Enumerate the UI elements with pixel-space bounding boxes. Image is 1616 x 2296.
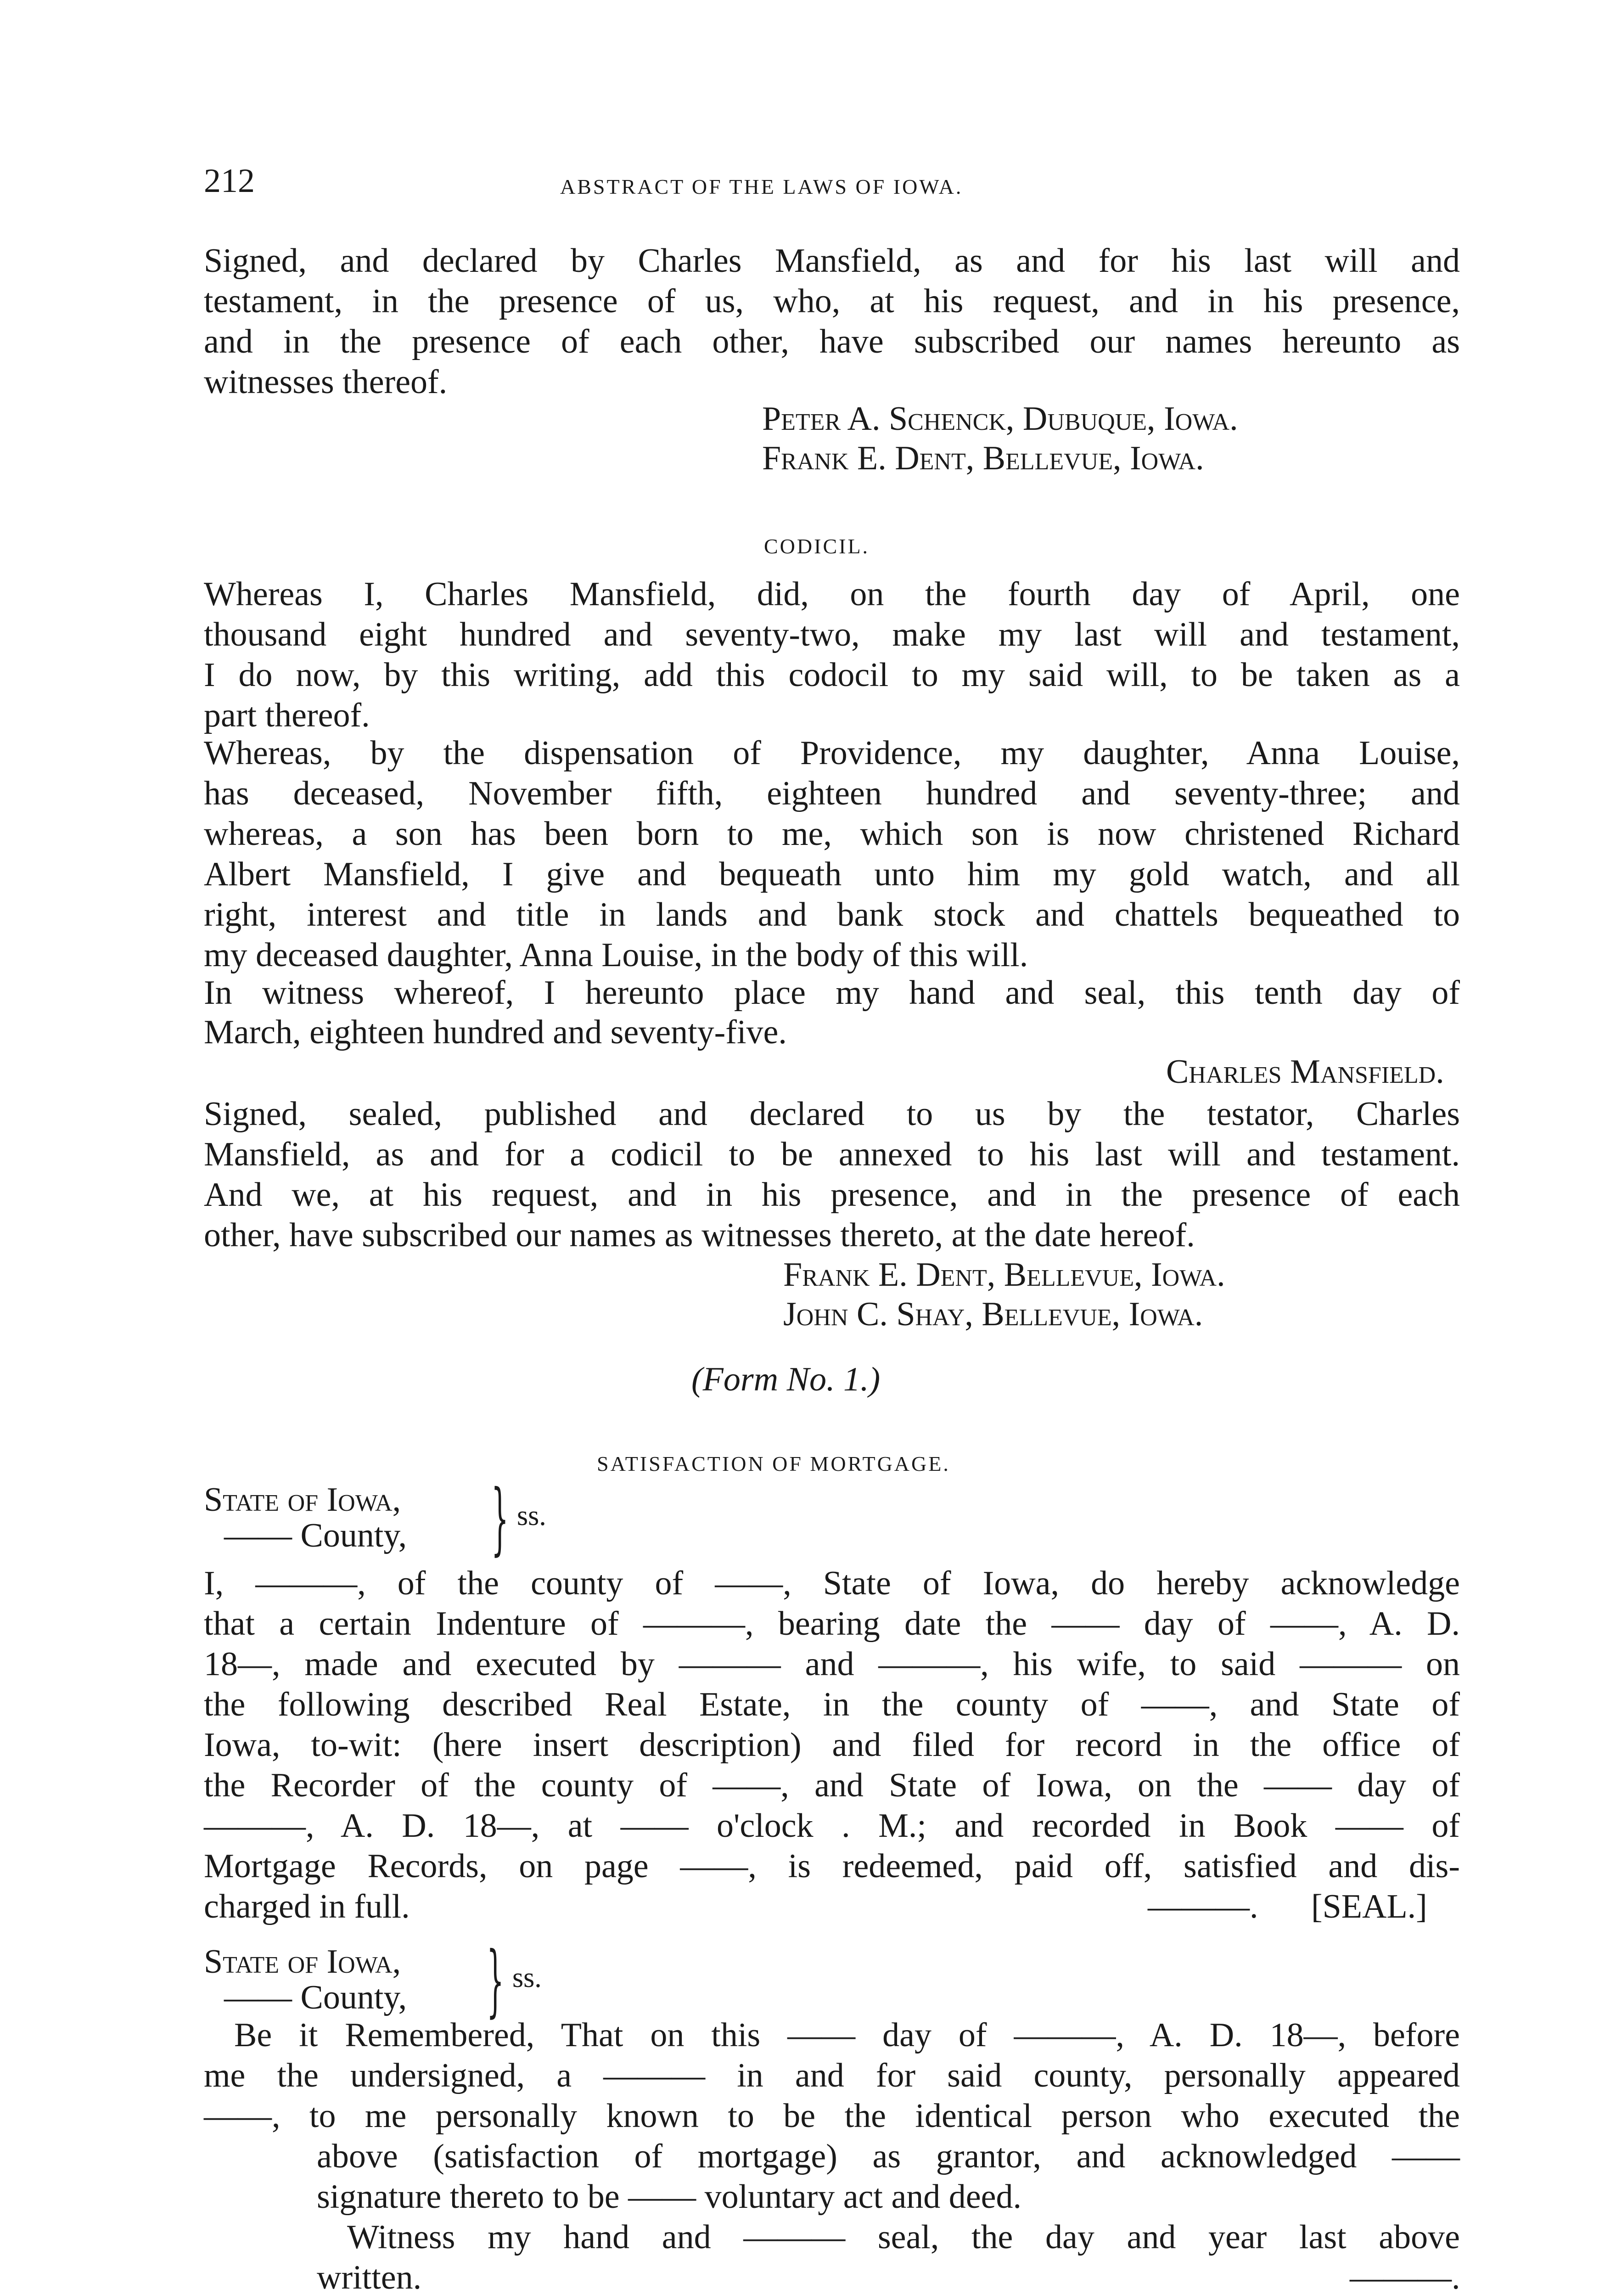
form-body-line-9: charged in full. bbox=[204, 1888, 410, 1925]
witness-frank-dent: Frank E. Dent, Bellevue, Iowa. bbox=[762, 439, 1204, 477]
codicil-p1-line-2: thousand eight hundred and seventy-two, make my last will and testament, bbox=[204, 616, 1460, 653]
form-venue-county: —— County, bbox=[224, 1517, 407, 1554]
codicil-p2-line-1: Whereas, by the dispensation of Providence, my daughter, Anna Louise, bbox=[204, 734, 1460, 772]
codicil-p3-line-2: March, eighteen hundred and seventy-five. bbox=[204, 1013, 787, 1051]
running-title: ABSTRACT OF THE LAWS OF IOWA. bbox=[560, 175, 963, 198]
codicil-p2-line-4: Albert Mansfield, I give and bequeath unto him my gold watch, and all bbox=[204, 855, 1460, 893]
form-seal: [SEAL.] bbox=[1311, 1888, 1427, 1925]
ack-indented-line-1: above (satisfaction of mortgage) as grantor, and acknowledged —— bbox=[317, 2138, 1460, 2175]
ack-line-2: me the undersigned, a ——— in and for said county, personally appeared bbox=[204, 2057, 1460, 2094]
form-body-line-7: ———, A. D. 18—, at —— o'clock . M.; and recorded in Book —— of bbox=[204, 1807, 1460, 1845]
codicil-heading: CODICIL. bbox=[764, 535, 870, 558]
form-venue-state: State of Iowa, bbox=[204, 1481, 401, 1519]
witness-peter-schenck: Peter A. Schenck, Dubuque, Iowa. bbox=[762, 400, 1238, 438]
form-body-line-8: Mortgage Records, on page ——, is redeemed, paid off, satisfied and dis- bbox=[204, 1847, 1460, 1885]
form-body-line-3: 18—, made and executed by ——— and ———, his wife, to said ——— on bbox=[204, 1645, 1460, 1683]
form-signature-blank: ———. bbox=[1148, 1888, 1258, 1925]
form-heading: SATISFACTION OF MORTGAGE. bbox=[597, 1452, 950, 1475]
codicil-p1-line-1: Whereas I, Charles Mansfield, did, on the fourth day of April, one bbox=[204, 575, 1460, 613]
codicil-p2-line-6: my deceased daughter, Anna Louise, in the body of this will. bbox=[204, 936, 1028, 974]
ack-venue-state: State of Iowa, bbox=[204, 1943, 401, 1981]
ack-venue-brace: } bbox=[487, 1935, 504, 2026]
codicil-p1-line-3: I do now, by this writing, add this codocil to my said will, to be taken as a bbox=[204, 656, 1460, 694]
codicil-signature: Charles Mansfield. bbox=[1166, 1053, 1444, 1091]
ack-line-1: Be it Remembered, That on this —— day of ———, A. D. 18—, before bbox=[234, 2016, 1460, 2054]
attestation-line-2: testament, in the presence of us, who, at his request, and in his presence, bbox=[204, 282, 1460, 320]
form-label: (Form No. 1.) bbox=[691, 1361, 881, 1398]
form-venue-brace: } bbox=[491, 1473, 509, 1564]
codicil-witness-frank-dent: Frank E. Dent, Bellevue, Iowa. bbox=[783, 1256, 1225, 1294]
ack-written: written. bbox=[317, 2259, 422, 2296]
form-body-line-1: I, ———, of the county of ——, State of Iowa, do hereby acknowledge bbox=[204, 1564, 1460, 1602]
ack-venue-ss: ss. bbox=[512, 1962, 542, 1993]
codicil-p3-line-1: In witness whereof, I hereunto place my hand and seal, this tenth day of bbox=[204, 974, 1460, 1012]
codicil-p2-line-3: whereas, a son has been born to me, which son is now christened Richard bbox=[204, 815, 1460, 853]
page-number: 212 bbox=[204, 162, 255, 200]
attestation-line-3: and in the presence of each other, have subscribed our names hereunto as bbox=[204, 323, 1460, 360]
codicil-p4-line-3: And we, at his request, and in his presence, and in the presence of each bbox=[204, 1176, 1460, 1214]
ack-line-3: ——, to me personally known to be the identical person who executed the bbox=[204, 2097, 1460, 2135]
codicil-p2-line-2: has deceased, November fifth, eighteen hundred and seventy-three; and bbox=[204, 775, 1460, 812]
form-body-line-4: the following described Real Estate, in the county of ——, and State of bbox=[204, 1686, 1460, 1723]
codicil-p4-line-1: Signed, sealed, published and declared to us by the testator, Charles bbox=[204, 1095, 1460, 1133]
attestation-line-4: witnesses thereof. bbox=[204, 363, 448, 401]
codicil-p4-line-4: other, have subscribed our names as witnesses thereto, at the date hereof. bbox=[204, 1216, 1195, 1254]
ack-venue-county: —— County, bbox=[224, 1979, 407, 2016]
form-body-line-2: that a certain Indenture of ———, bearing date the —— day of ——, A. D. bbox=[204, 1605, 1460, 1643]
form-body-line-6: the Recorder of the county of ——, and State of Iowa, on the —— day of bbox=[204, 1767, 1460, 1804]
ack-indented-line-2: signature thereto to be —— voluntary act and deed. bbox=[317, 2178, 1021, 2216]
ack-witness-line: Witness my hand and ——— seal, the day and year last above bbox=[347, 2218, 1460, 2256]
ack-signature-blank: ———. bbox=[1350, 2259, 1460, 2296]
codicil-witness-john-shay: John C. Shay, Bellevue, Iowa. bbox=[783, 1295, 1203, 1333]
form-body-line-5: Iowa, to-wit: (here insert description) and filed for record in the office of bbox=[204, 1726, 1460, 1764]
codicil-p4-line-2: Mansfield, as and for a codicil to be annexed to his last will and testament. bbox=[204, 1136, 1460, 1173]
codicil-p1-line-4: part thereof. bbox=[204, 697, 370, 734]
form-venue-ss: ss. bbox=[517, 1500, 546, 1531]
attestation-line-1: Signed, and declared by Charles Mansfield, as and for his last will and bbox=[204, 242, 1460, 280]
codicil-p2-line-5: right, interest and title in lands and bank stock and chattels bequeathed to bbox=[204, 896, 1460, 934]
